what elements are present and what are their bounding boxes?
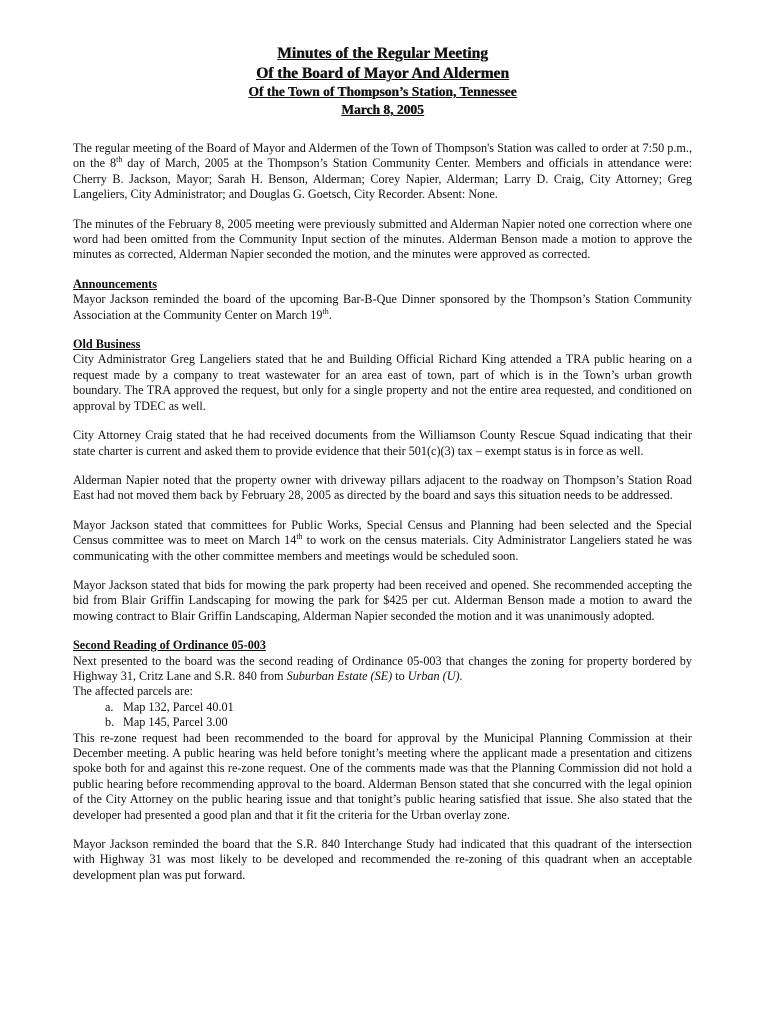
minutes-approval-paragraph: The minutes of the February 8, 2005 meeting were previously submitted and Alderman Napier noted one correction where one word had been omitted from the Community Input section of the minutes. Alderman Benson made a motion to approve the minutes as corrected, Alderman Napier seconded the motion, and the minutes were approved as corrected. — [73, 216, 692, 262]
old-business-section — [73, 337, 692, 624]
old-business-paragraph-4: Mayor Jackson stated that committees for Public Works, Special Census and Planning had been selected and the Special Census committee was to meet on March 14th to work on the census materials. City Administrator Langeliers stated he was communicating with the other committee members and meetings would be scheduled soon. — [73, 517, 693, 563]
title-block — [73, 44, 692, 119]
old-business-heading: Old Business — [73, 337, 141, 352]
announcements-heading: Announcements — [73, 276, 157, 291]
meeting-date: March 8, 2005 — [341, 102, 424, 117]
ordinance-intro: Next presented to the board was the second reading of Ordinance 05-003 that changes the zoning for property bordered by Highway 31, Critz Lane and S.R. 840 from Suburban Estate (SE) to Urban (U). The affected parcels are: — [73, 653, 692, 699]
list-item: a. Map 132, Parcel 40.01 — [105, 699, 234, 714]
announcements-text: Mayor Jackson reminded the board of the upcoming Bar-B-Que Dinner sponsored by the Thompson’s Station Community Association at the Community Center on March 19th. — [73, 292, 692, 322]
ordinance-interchange-paragraph: Mayor Jackson reminded the board that the S.R. 840 Interchange Study had indicated that this quadrant of the intersection with Highway 31 was most likely to be developed and recommended the re-zoning of this quadrant when an acceptable development plan was put forward. — [73, 837, 692, 882]
title-line-2: Of the Board of Mayor And Aldermen — [256, 65, 509, 82]
document-page — [73, 44, 692, 897]
parcel-list — [73, 700, 692, 731]
old-business-paragraph-3: Alderman Napier noted that the property owner with driveway pillars adjacent to the roadway on Thompson’s Station Road East had not moved them back by February 28, 2005 as directed by the board and says this situation needs to be addressed. — [73, 472, 692, 503]
title-line-3: Of the Town of Thompson’s Station, Tennessee — [248, 84, 517, 99]
intro-paragraph: The regular meeting of the Board of Mayor and Aldermen of the Town of Thompson's Station was called to order at 7:50 p.m., on the 8th day of March, 2005 at the Thompson’s Station Community Center. Members and officials in attendance were: Cherry B. Jackson, Mayor; Sarah H. Benson, Alderman; Corey Napier, Alderman; Larry D. Craig, City Attorney; Greg Langeliers, City Administrator; and Douglas G. Goetsch, City Recorder. Absent: None. — [73, 141, 692, 202]
ordinance-heading: Second Reading of Ordinance 05-003 — [73, 638, 266, 653]
old-business-paragraph-1: City Administrator Greg Langeliers stated that he and Building Official Richard King attended a TRA public hearing on a request made by a company to treat wastewater for an area east of town, part of which is in the Town’s urban growth boundary. The TRA approved the request, but only for a single property and not the entire area requested, and conditioned on approval by TDEC as well. — [73, 352, 692, 413]
list-item: b. Map 145, Parcel 3.00 — [105, 715, 228, 730]
title-line-1: Minutes of the Regular Meeting — [277, 45, 488, 62]
old-business-paragraph-2: City Attorney Craig stated that he had received documents from the Williamson County Rescue Squad indicating that their state charter is current and asked them to provide evidence that their 501(c)(3) tax – exempt status is in force as well. — [73, 428, 692, 458]
ordinance-section — [73, 638, 692, 883]
announcements-section — [73, 277, 692, 323]
ordinance-discussion: This re-zone request had been recommended to the board for approval by the Municipal Planning Commission at their December meeting. A public hearing was held before tonight’s meeting where the applicant made a presentation and citizens spoke both for and against this re-zone request. One of the comments made was that the Planning Commission did not hold a public hearing before recommending approval to the board. Alderman Benson stated that she concurred with the legal opinion of the City Attorney on the public hearing issue and that tonight’s public hearing satisfied that issue. She also stated that the developer had presented a good plan and that it fit the criteria for the Urban overlay zone. — [73, 730, 692, 822]
old-business-paragraph-5: Mayor Jackson stated that bids for mowing the park property had been received and opened. She recommended accepting the bid from Blair Griffin Landscaping for mowing the park for $425 per cut. Alderman Benson made a motion to award the mowing contract to Blair Griffin Landscaping, Alderman Napier seconded the motion and it was unanimously adopted. — [73, 577, 692, 623]
